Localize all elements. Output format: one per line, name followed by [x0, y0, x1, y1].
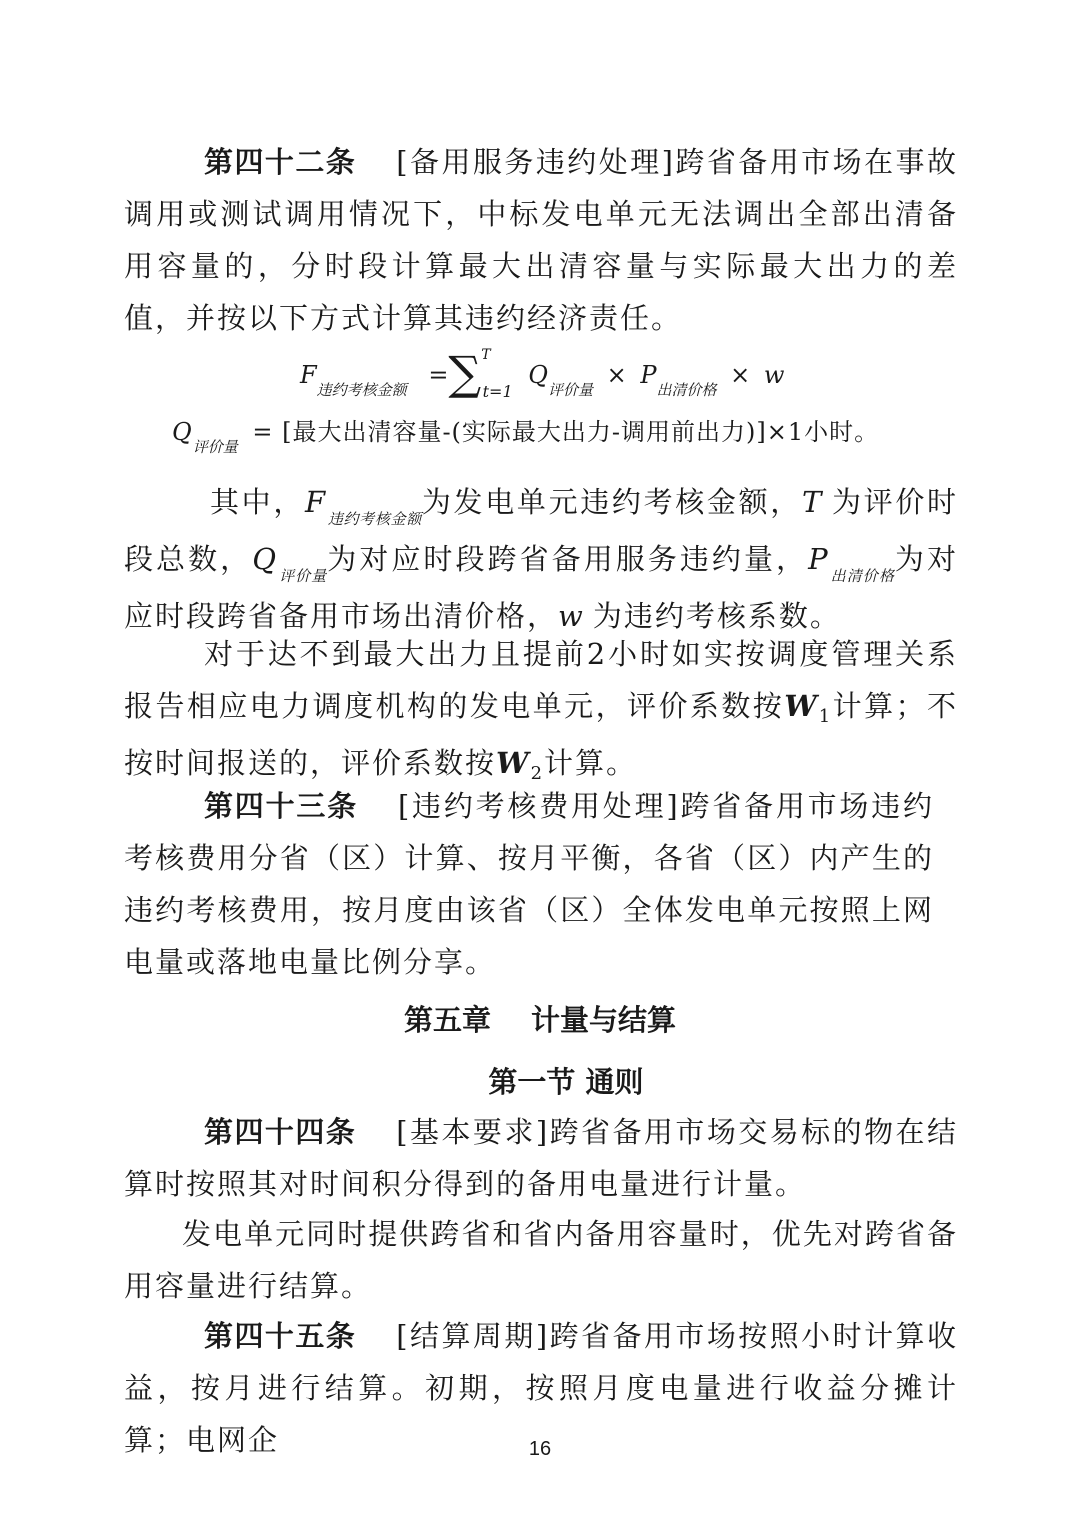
def-text-6: 为违约考核系数。 — [592, 599, 841, 633]
def-text-2: 为发电单元违约考核金额， — [421, 485, 802, 519]
article-44-text: [基本要求]跨省备用市场交易标的物在结算时按照其对时间积分得到的备用电量进行计量。 — [124, 1115, 958, 1201]
def-w: w — [558, 599, 585, 633]
article-43-text: [违约考核费用处理]跨省备用市场违约考核费用分省（区）计算、按月平衡，各省（区）内产生的违约考核费用，按月度由该省（区）全体发电单元按照上网电量或落地电量比例分享。 — [124, 789, 934, 979]
def-F: F — [305, 485, 328, 519]
note-W1-sub: 1 — [818, 706, 833, 727]
definitions-paragraph — [124, 476, 958, 642]
article-42-text: [备用服务违约处理]跨省备用市场在事故调用或测试调用情况下，中标发电单元无法调出全部出清备用容量的，分时段计算最大出清容量与实际最大出力的差值，并按以下方式计算其违约经济责任。 — [124, 145, 958, 335]
formula-times-2: × — [730, 361, 751, 389]
article-43 — [124, 780, 934, 988]
note-text-3: 计算。 — [544, 746, 638, 780]
formula2-Q: Q — [172, 418, 193, 446]
def-F-sub: 违约考核金额 — [327, 510, 422, 528]
formula-w: w — [763, 361, 785, 389]
article-44 — [124, 1106, 958, 1210]
formula-P-sub: 出清价格 — [656, 381, 717, 399]
formula2-Q-sub: 评价量 — [192, 438, 238, 456]
section-number: 第一节 — [488, 1065, 576, 1099]
formula-sum: ∑ — [448, 346, 482, 400]
def-text-5: 为对应时段跨省备用市场出清价格， — [124, 542, 958, 633]
def-text-3: 为评价时段总数， — [124, 485, 958, 576]
formula-F-sub: 违约考核金额 — [316, 381, 407, 399]
article-45-title: 第四十五条 — [204, 1319, 357, 1353]
def-Q: Q — [252, 542, 279, 576]
def-text-4: 为对应时段跨省备用服务违约量， — [327, 542, 809, 576]
note-W2-sub: 2 — [530, 763, 545, 784]
article-44-paragraph-2-text: 发电单元同时提供跨省和省内备用容量时，优先对跨省备用容量进行结算。 — [124, 1217, 958, 1303]
formula-Q-sub: 评价量 — [547, 381, 593, 399]
chapter-title: 计量与结算 — [531, 1003, 677, 1037]
formula-times-1: × — [606, 361, 627, 389]
def-P: P — [808, 542, 830, 576]
chapter-number: 第五章 — [403, 1003, 491, 1037]
section-title: 通则 — [585, 1065, 644, 1099]
article-44-title: 第四十四条 — [204, 1115, 357, 1149]
formula-sum-upper: T — [481, 347, 491, 363]
formula-F: F — [300, 361, 317, 389]
def-P-sub: 出清价格 — [829, 567, 895, 585]
section-heading — [26, 1060, 1080, 1101]
note-W2: W — [496, 746, 531, 780]
def-T: T — [801, 485, 824, 519]
coefficient-note — [124, 628, 958, 794]
chapter-heading — [0, 998, 1080, 1039]
def-text-1: 其中， — [210, 485, 306, 519]
article-43-title: 第四十三条 — [204, 789, 358, 823]
def-Q-sub: 评价量 — [278, 567, 328, 585]
formula-equals: = — [428, 361, 449, 389]
article-44-paragraph-2 — [124, 1208, 958, 1312]
formula2-rest: = [最大出清容量-(实际最大出力-调用前出力)]×1小时。 — [252, 418, 880, 446]
formula-sum-lower: t=1 — [482, 382, 513, 401]
note-text-1: 对于达不到最大出力且提前2小时如实按调度管理关系报告相应电力调度机构的发电单元，评价系数按 — [124, 637, 958, 723]
note-W1: W — [784, 689, 819, 723]
note-text-2: 计算；不按时间报送的，评价系数按 — [124, 689, 958, 780]
page-number: 16 — [528, 1438, 552, 1460]
article-42 — [124, 136, 958, 344]
formula-evaluation — [172, 412, 880, 456]
formula-P: P — [640, 361, 657, 389]
formula-penalty — [300, 340, 785, 401]
formula-Q: Q — [528, 361, 548, 389]
article-42-title: 第四十二条 — [204, 145, 357, 179]
article-45-text: [结算周期]跨省备用市场按照小时计算收益，按月进行结算。初期，按照月度电量进行收益分摊计算；电网企 — [124, 1319, 958, 1457]
